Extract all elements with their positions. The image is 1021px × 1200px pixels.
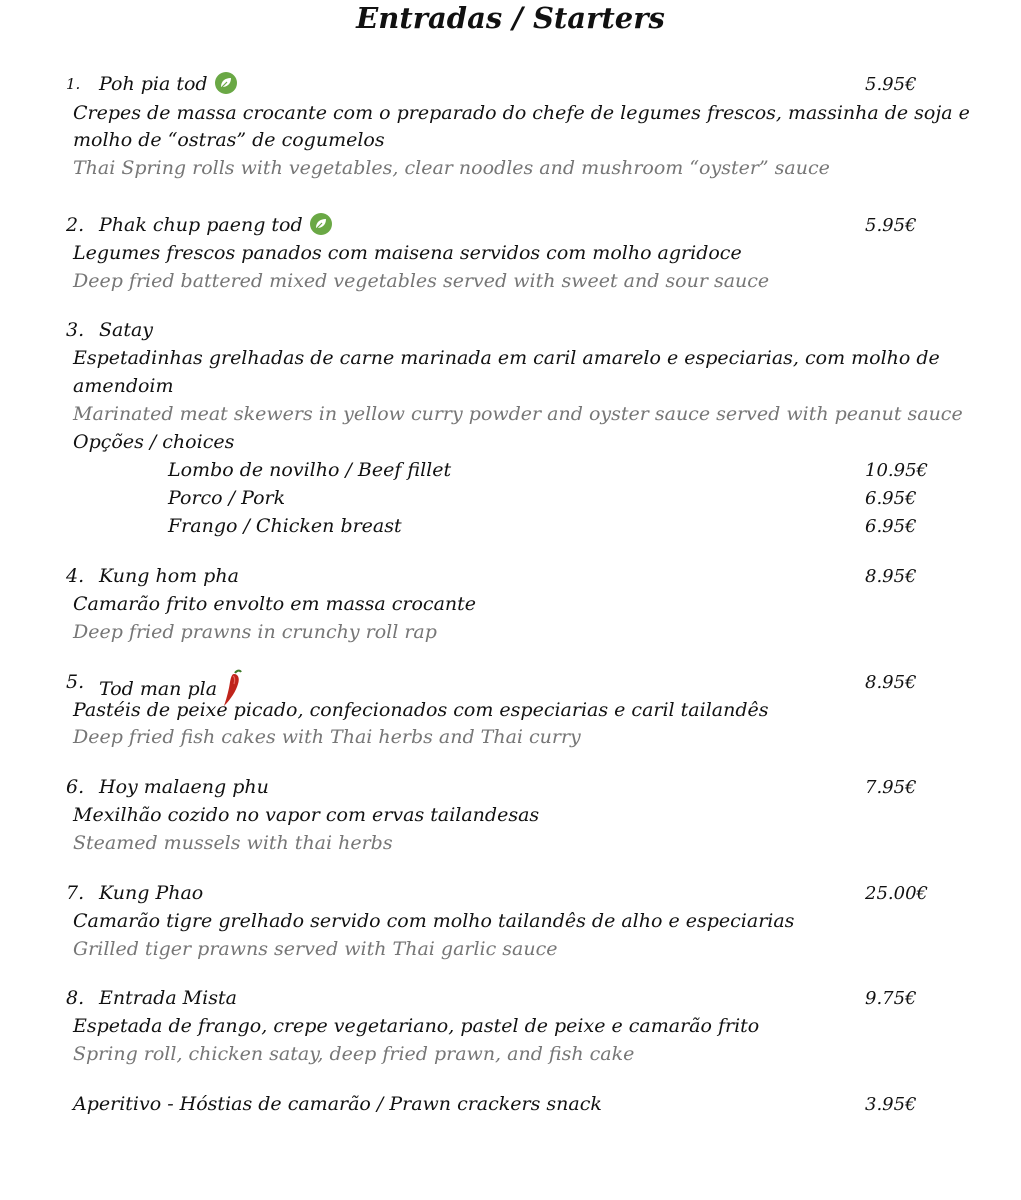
item-name: Tod man pla — [99, 669, 243, 714]
item-price: 9.75€ — [865, 988, 917, 1009]
item-name: Poh pia tod — [99, 71, 237, 97]
item-name: Hoy malaeng phu — [99, 776, 269, 798]
item-price: 7.95€ — [865, 777, 917, 798]
vegetarian-leaf-icon — [215, 72, 237, 94]
item-description-pt: Camarão frito envolto em massa crocante — [73, 593, 477, 615]
item-number: 2. — [66, 214, 85, 236]
menu-title: Entradas / Starters — [356, 1, 665, 35]
item-number: 5. — [66, 671, 85, 693]
choice-price: 10.95€ — [865, 460, 928, 481]
item-price: 8.95€ — [865, 672, 917, 693]
item-description-en: Grilled tiger prawns served with Thai garlic sauce — [73, 938, 558, 960]
item-price: 5.95€ — [865, 74, 917, 95]
item-number: 4. — [66, 565, 85, 587]
appetizer-price: 3.95€ — [865, 1094, 917, 1115]
item-description-en: Spring roll, chicken satay, deep fried prawn, and fish cake — [73, 1043, 635, 1065]
item-price: 8.95€ — [865, 566, 917, 587]
item-name: Kung Phao — [99, 882, 204, 904]
item-price: 5.95€ — [865, 215, 917, 236]
item-description-pt: Mexilhão cozido no vapor com ervas tailandesas — [73, 804, 540, 826]
item-description-pt: Legumes frescos panados com maisena servidos com molho agridoce — [73, 242, 742, 264]
item-description-pt: Crepes de massa crocante com o preparado do chefe de legumes frescos, massinha de soja e — [73, 102, 970, 124]
item-description-pt: molho de “ostras” de cogumelos — [73, 129, 385, 151]
item-description-pt: Camarão tigre grelhado servido com molho tailandês de alho e especiarias — [73, 910, 795, 932]
choices-label: Opções / choices — [73, 431, 235, 453]
item-name: Kung hom pha — [99, 565, 239, 587]
item-name: Phak chup paeng tod — [99, 212, 332, 238]
item-price: 25.00€ — [865, 883, 928, 904]
item-description-en: Deep fried fish cakes with Thai herbs and Thai curry — [73, 726, 581, 748]
item-number: 6. — [66, 776, 85, 798]
item-description-en: Thai Spring rolls with vegetables, clear noodles and mushroom “oyster” sauce — [73, 157, 830, 179]
item-name: Entrada Mista — [99, 987, 237, 1009]
item-description-en: Deep fried prawns in crunchy roll rap — [73, 621, 437, 643]
appetizer-label: Aperitivo - Hóstias de camarão / Prawn crackers snack — [73, 1093, 602, 1115]
choice-option: Frango / Chicken breast — [168, 515, 402, 537]
item-description-pt: amendoim — [73, 375, 174, 397]
item-description-en: Deep fried battered mixed vegetables served with sweet and sour sauce — [73, 270, 770, 292]
item-number: 1. — [66, 75, 81, 93]
choice-price: 6.95€ — [865, 516, 917, 537]
vegetarian-leaf-icon — [310, 213, 332, 235]
choice-option: Porco / Pork — [168, 487, 286, 509]
item-description-pt: Pastéis de peixe picado, confecionados com especiarias e caril tailandês — [73, 699, 769, 721]
choice-price: 6.95€ — [865, 488, 917, 509]
choice-option: Lombo de novilho / Beef fillet — [168, 459, 452, 481]
item-description-en: Marinated meat skewers in yellow curry powder and oyster sauce served with peanut sauce — [73, 403, 963, 425]
item-number: 3. — [66, 319, 85, 341]
item-number: 8. — [66, 987, 85, 1009]
item-number: 7. — [66, 882, 85, 904]
item-description-pt: Espetadinhas grelhadas de carne marinada em caril amarelo e especiarias, com molho de — [73, 347, 940, 369]
item-description-pt: Espetada de frango, crepe vegetariano, pastel de peixe e camarão frito — [73, 1015, 760, 1037]
item-description-en: Steamed mussels with thai herbs — [73, 832, 393, 854]
item-name: Satay — [99, 319, 154, 341]
